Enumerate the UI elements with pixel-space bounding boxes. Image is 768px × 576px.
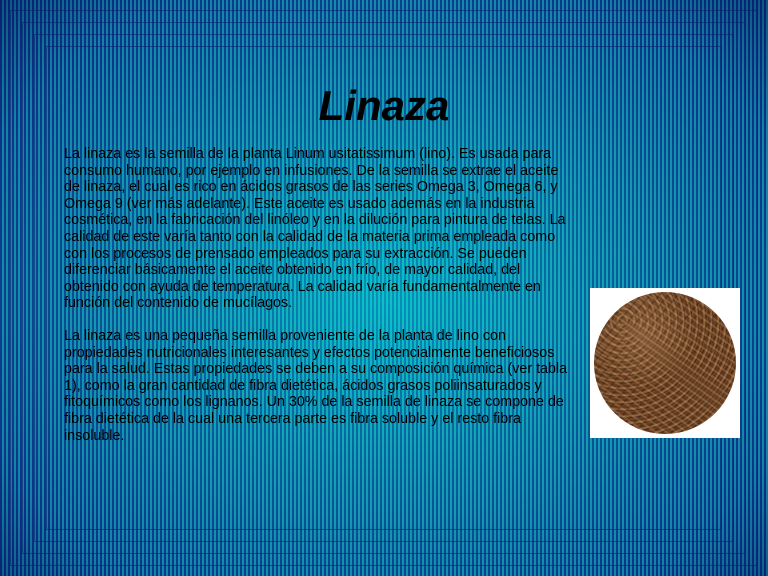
slide-title: Linaza bbox=[318, 82, 450, 129]
paragraph-1: La linaza es la semilla de la planta Linum usitatissimum (lino). Es usada para consumo humano, por ejemplo en infusiones. De la semilla se extrae el aceite de linaza, el cual es rico en ácidos grasos de las series Omega 3, Omega 6, y Omega 9 (ver más adelante). Este aceite es usado además en la industria cosmética, en la fabricación del linóleo y en la dilución para pintura de telas. La calidad de este varía tanto con la calidad de la materia prima empleada como con los procesos de prensado empleados para su extracción. Se pueden diferenciar básicamente el aceite obtenido en frío, de mayor calidad, del obtenido con ayuda de temperatura. La calidad varía fundamentalmente en función del contenido de mucílagos. bbox=[64, 146, 566, 312]
paragraph-2: La linaza es una pequeña semilla proveniente de la planta de lino con propiedades nutricionales interesantes y efectos potencialmente beneficiosos para la salud. Estas propiedades se deben a su composición química (ver tabla 1), como la gran cantidad de fibra dietética, ácidos grasos poliinsaturados y fitoquímicos como los lignanos. Un 30% de la semilla de linaza se compone de fibra dietética de la cual una tercera parte es fibra soluble y el resto fibra insoluble. bbox=[64, 327, 568, 444]
flaxseed-photo bbox=[594, 292, 736, 434]
slide-body bbox=[64, 146, 576, 460]
flaxseed-image bbox=[590, 288, 740, 438]
